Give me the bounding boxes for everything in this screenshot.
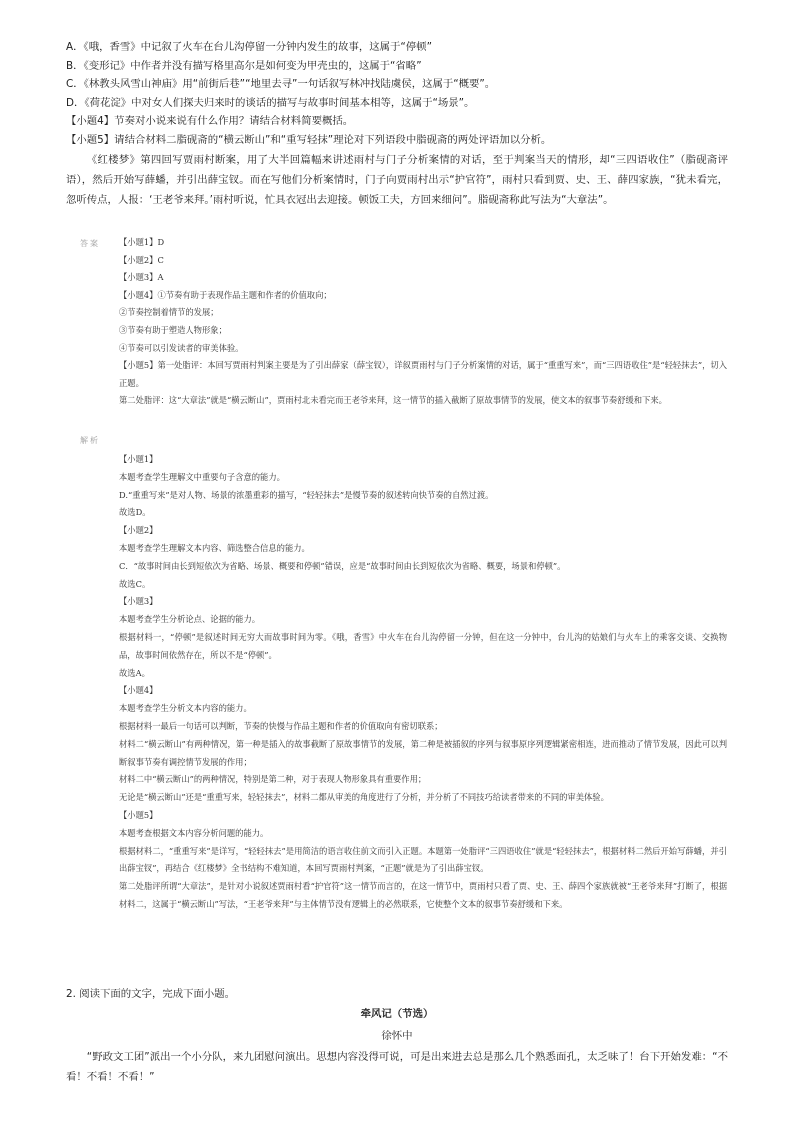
analysis-line: 本题考查学生理解文本内容、筛选整合信息的能力。 [119, 542, 310, 553]
option-d: D．《荷花淀》中对女人们探夫归来时的谈话的描写与故事时间基本相等，这属于“场景”。 [66, 96, 475, 109]
analysis-line: 根据材料一，“停顿”是叙述时间无穷大而故事时间为零。《哦，香雪》中火车在台儿沟停留一分钟，但在这一分钟中，台儿沟的姑娘们与火车上的乘客交谈、交换物品，故事时间依然存在，所以不是“停顿”。 [119, 631, 727, 660]
passage-author: 徐怀中 [381, 1030, 413, 1042]
option-c: C．《林教头风雪山神庙》用“前街后巷”“地里去寻”一句话叙写林冲找陆虞侯，这属于“概要”。 [66, 78, 496, 91]
analysis-line: D.“重重写来”是对人物、场景的浓墨重彩的描写，“轻轻抹去”是慢节奏的叙述转向快节奏的自然过渡。 [119, 489, 494, 500]
option-b: B．《变形记》中作者并没有描写格里高尔是如何变为甲壳虫的，这属于“省略” [66, 59, 422, 72]
analysis-line: 【小题3】 [119, 596, 158, 607]
answer-line: ③节奏有助于塑造人物形象； [119, 324, 227, 335]
question-5: 【小题5】请结合材料二脂砚斋的“横云断山”和“重写轻抹”理论对下列语段中脂砚斋的两处评语加以分析。 [66, 133, 552, 146]
question-4: 【小题4】节奏对小说来说有什么作用？请结合材料简要概括。 [66, 115, 354, 128]
analysis-line: 根据材料一最后一句话可以判断，节奏的快慢与作品主题和作者的价值取向有密切联系； [119, 720, 443, 731]
answer-line: 【小题3】A [119, 272, 164, 283]
analysis-line: 【小题4】 [119, 685, 158, 696]
analysis-line: 无论是“横云断山”还是“重重写来，轻轻抹去”，材料二都从审美的角度进行了分析，并分析了不同技巧给读者带来的不同的审美体验。 [119, 792, 609, 803]
answer-label: 答案 [80, 239, 100, 248]
option-a: A．《哦，香雪》中记叙了火车在台儿沟停留一分钟内发生的故事，这属于“停顿” [66, 41, 432, 53]
answer-line: 第二处脂评：这“大章法”就是“横云断山”，贾雨村北未看完而王老爷来拜，这一情节的插入截断了原故事情节的发展，使文本的叙事节奏舒缓和下来。 [119, 395, 667, 406]
question-2-block [66, 985, 728, 1087]
analysis-line: 材料二中“横云断山”的两种情况，特别是第二种，对于表现人物形象具有重要作用； [119, 774, 427, 785]
answer-block [119, 234, 727, 410]
passage: 《红楼梦》第四回写贾雨村断案，用了大半回篇幅来讲述雨村与门子分析案情的对话，至于判案当天的情形，却“三四语收住”（脂砚斋评语），然后开始写薛蟠，并引出薛宝钗。而在写他们分析案情时，门子向贾雨村出示“护官符”，雨村只看到贾、史、王、薛四家族，“犹未看完，忽听传点，人报：‘王老爷来拜。’雨村听说，忙具衣冠出去迎接。顿饭工夫，方回来细问”。脂砚斋称此写法为“大章法”。 [66, 153, 728, 206]
answer-line: 【小题2】C [119, 254, 164, 265]
analysis-line: 【小题5】 [119, 809, 158, 820]
analysis-label: 解析 [80, 436, 100, 445]
analysis-line: 本题考查根据文本内容分析问题的能力。 [119, 827, 269, 838]
analysis-block [119, 451, 727, 914]
analysis-line: 第二处脂评所谓“大章法”，是针对小说叙述贾雨村看“护官符”这一情节而言的，在这一情节中，贾雨村只看了贾、史、王、薛四个家族就被“王老爷来拜”打断了，根据材料二，这属于“横云断山”写法，“王老爷来拜”与主体情节没有逻辑上的必然联系，它使整个文本的叙事节奏舒缓和下来。 [119, 881, 727, 909]
analysis-line: 故选C。 [119, 578, 151, 589]
passage-title: 牵风记（节选） [360, 1008, 434, 1020]
analysis-line: 本题考查学生理解文中重要句子含意的能力。 [119, 471, 285, 482]
analysis-line: 根据材料二，“重重写来”是详写，“轻轻抹去”是用简洁的语言收住前文而引入正题。本题第一处脂评“三四语收住”就是“轻轻抹去”，根据材料二然后开始写薛蟠，并引出薛宝钗”，再结合《红楼梦》全书结构不难知道，本回写贾雨村判案，“正题”就是为了引出薛宝钗。 [119, 845, 727, 874]
analysis-line: 【小题2】 [119, 525, 158, 536]
analysis-line: C．“故事时间由长到短依次为省略、场景、概要和停顿”错误，应是“故事时间由长到短依次为省略、概要，场景和停顿”。 [119, 560, 566, 571]
question-2-instruction: 2. 阅读下面的文字，完成下面小题。 [66, 988, 236, 1000]
analysis-line: 本题考查学生分析论点、论据的能力。 [119, 614, 261, 625]
analysis-line: 故选D。 [119, 507, 151, 518]
answer-line: ②节奏控制着情节的发展； [119, 307, 219, 318]
answer-line: ④节奏可以引发读者的审美体验。 [119, 342, 244, 353]
analysis-line: 【小题1】 [119, 454, 158, 464]
answer-line: 【小题1】D [119, 237, 165, 247]
analysis-line: 本题考查学生分析文本内容的能力。 [119, 703, 252, 714]
passage-paragraph: “野政文工团”派出一个小分队，来九团慰问演出。思想内容没得可说，可是出来进去总是那么几个熟悉面孔，太乏味了！台下开始发难：“不看！不看！不看！” [66, 1051, 728, 1083]
answer-line: 【小题5】第一处脂评：本回写贾雨村判案主要是为了引出薛家（薛宝钗），详叙贾雨村与门子分析案情的对话，属于“重重写来”，而“三四语收住”是“轻轻抹去”，切入正题。 [119, 360, 727, 388]
analysis-line: 材料二“横云断山”有两种情况，第一种是插入的故事截断了原故事情节的发展，第二种是被插叙的序列与叙事原序列逻辑紧密相连，进而推动了情节发展，因此可以判断叙事节奏有调控情节发展的作用； [119, 738, 727, 767]
question-block [66, 38, 728, 210]
answer-line: 【小题4】①节奏有助于表现作品主题和作者的价值取向； [119, 289, 332, 300]
analysis-line: 故选A。 [119, 667, 150, 678]
